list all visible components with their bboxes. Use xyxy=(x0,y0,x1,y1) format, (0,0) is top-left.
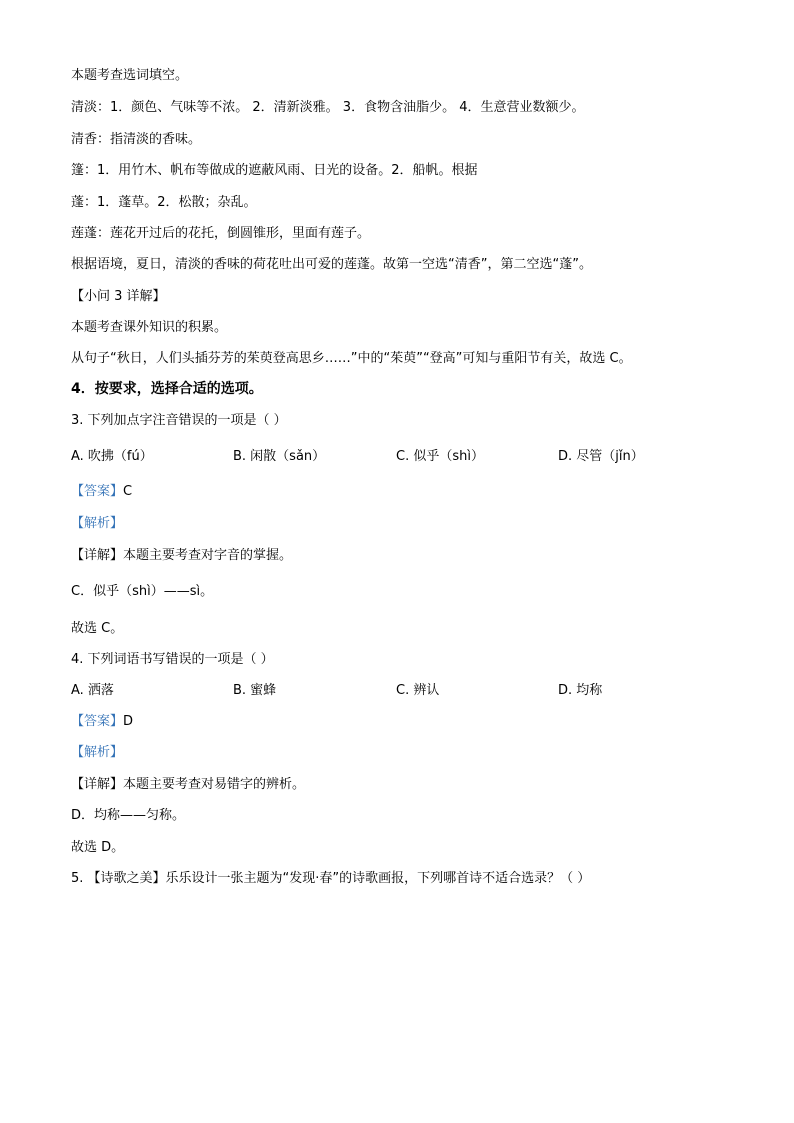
sub3-header: 【小问 3 详解】 xyxy=(71,289,166,304)
q4-analysis-label: 【解析】 xyxy=(71,745,124,760)
q3-conclusion: 故选 C。 xyxy=(71,621,124,636)
definition-qingxiang: 清香：指清淡的香味。 xyxy=(71,132,202,147)
q3-detail: 【详解】本题主要考查对字音的掌握。 xyxy=(71,548,293,563)
q4-option-b: B. 蜜蜂 xyxy=(233,683,277,698)
q4-option-a: A. 洒落 xyxy=(71,683,114,698)
definition-peng-2: 蓬：1．蓬草。2．松散；杂乱。 xyxy=(71,195,257,210)
q3-option-c: C. 似乎（shì） xyxy=(396,449,484,464)
answer-value: C xyxy=(123,484,133,499)
q4-option-d: D. 均称 xyxy=(558,683,603,698)
sub3-explanation: 从句子“秋日，人们头插芬芳的茱萸登高思乡……”中的“茱萸”“登高”可知与重阳节有关，故选 C。 xyxy=(71,351,632,366)
section1-conclusion: 根据语境，夏日，清淡的香味的荷花吐出可爱的莲蓬。故第一空选“清香”，第二空选“蓬”。 xyxy=(71,257,592,272)
q4-correction: D．均称——匀称。 xyxy=(71,808,186,823)
sub3-intro: 本题考查课外知识的积累。 xyxy=(71,320,228,335)
definition-peng-1: 篷：1．用竹木、帆布等做成的遮蔽风雨、日光的设备。2．船帆。根据 xyxy=(71,163,478,178)
q4-stem: 4. 下列词语书写错误的一项是（ ） xyxy=(71,652,274,667)
definition-qingdan: 清淡：1．颜色、气味等不浓。 2．清新淡雅。 3．食物含油脂少。 4．生意营业数额少。 xyxy=(71,100,585,115)
q3-option-b: B. 闲散（sǎn） xyxy=(233,449,326,464)
q4-conclusion: 故选 D。 xyxy=(71,840,125,855)
q4-detail: 【详解】本题主要考查对易错字的辨析。 xyxy=(71,777,306,792)
section1-intro: 本题考查选词填空。 xyxy=(71,68,189,83)
answer-label: 【答案】 xyxy=(71,484,124,499)
q3-answer xyxy=(71,482,132,502)
q4-option-c: C. 辨认 xyxy=(396,683,440,698)
section4-title: 4．按要求，选择合适的选项。 xyxy=(71,381,263,397)
q4-answer xyxy=(71,712,133,732)
definition-lianpeng: 莲蓬：莲花开过后的花托，倒圆锥形，里面有莲子。 xyxy=(71,226,371,241)
q5-stem: 5. 【诗歌之美】乐乐设计一张主题为“发现·春”的诗歌画报，下列哪首诗不适合选录？（ ） xyxy=(71,871,591,886)
q3-option-a: A. 吹拂（fú） xyxy=(71,449,153,464)
q3-correction: C．似乎（shì）——sì。 xyxy=(71,584,214,599)
answer-label: 【答案】 xyxy=(71,714,124,729)
q3-analysis-label: 【解析】 xyxy=(71,516,124,531)
answer-value: D xyxy=(123,714,134,729)
q3-stem: 3. 下列加点字注音错误的一项是（ ） xyxy=(71,413,287,428)
q3-option-d: D. 尽管（jǐn） xyxy=(558,449,644,464)
